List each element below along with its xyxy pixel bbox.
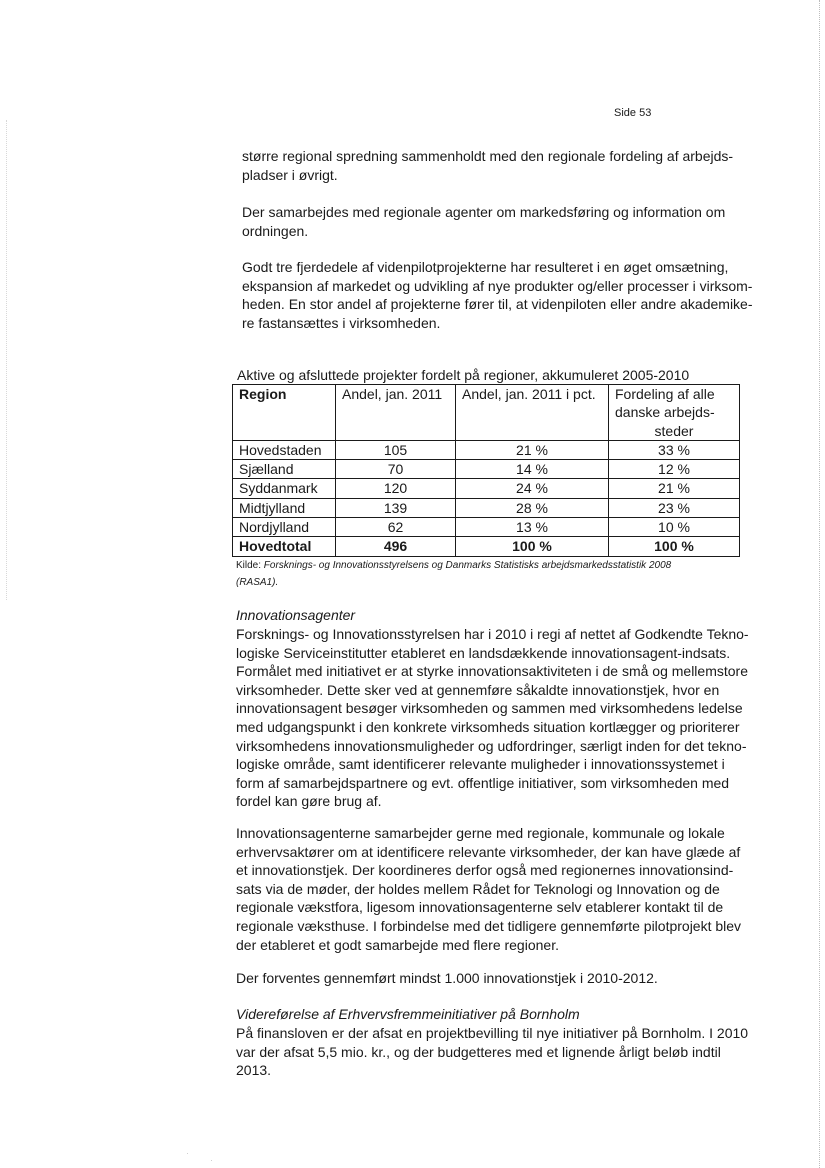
cell-distribution: 12 %: [609, 460, 740, 479]
cell-distribution: 33 %: [609, 440, 740, 459]
cell-share-pct: 100 %: [456, 537, 609, 556]
text-line: regionale vækstfora, ligesom innovationsagenterne selv etablerer kontakt til de: [236, 899, 724, 916]
source-text: Forsknings- og Innovationsstyrelsens og Danmarks Statistisks arbejdsmarkedsstatistik 2008: [263, 560, 672, 571]
innovation-paragraph-3: [236, 969, 658, 988]
text-line: med udgangspunkt i den konkrete virksomheds situation kortlægger og prioriterer: [236, 718, 740, 735]
innovation-paragraph-1: [236, 625, 749, 811]
table-row: [233, 440, 740, 459]
source-line: [236, 557, 671, 574]
cell-region: Syddanmark: [233, 479, 336, 498]
text-line: der etableret et godt samarbejde med flere regioner.: [236, 936, 559, 953]
cell-distribution: 21 %: [609, 479, 740, 498]
text-line: ekspansion af markedet og udvikling af nye produkter og/eller processer i virksom-: [242, 277, 753, 294]
text-line: virksomheder. Dette sker ved at gennemføre såkaldte innovationstjek, hvor en: [236, 681, 720, 698]
cell-region: Hovedtotal: [233, 537, 336, 556]
header-line: steder: [654, 422, 694, 439]
text-line: Innovationsagenterne samarbejder gerne med regionale, kommunale og lokale: [236, 825, 725, 841]
table-row: [233, 498, 740, 517]
text-line: På finansloven er der afsat en projektbevilling til nye initiativer på Bornholm. I 2010: [236, 1025, 749, 1041]
cell-share: 496: [336, 537, 456, 556]
cell-share-pct: 13 %: [456, 518, 609, 537]
cell-region: Hovedstaden: [233, 440, 336, 459]
cell-distribution: 10 %: [609, 518, 740, 537]
cell-distribution: 23 %: [609, 498, 740, 517]
source-line: (RASA1).: [236, 577, 279, 588]
section-heading-bornholm: Videreførelse af Erhvervsfremmeinitiativer på Bornholm: [236, 1006, 580, 1022]
text-line: erhvervsaktører om at identificere relevante virksomheder, der kan have glæde af: [236, 843, 741, 860]
text-line: 2013.: [236, 1062, 272, 1079]
header-share: Andel, jan. 2011: [336, 385, 456, 441]
table-row: [233, 518, 740, 537]
header-region: Region: [233, 385, 336, 441]
cell-share-pct: 28 %: [456, 498, 609, 517]
cell-share-pct: 21 %: [456, 440, 609, 459]
cell-share: 105: [336, 440, 456, 459]
table-caption: Aktive og afsluttede projekter fordelt på regioner, akkumuleret 2005-2010: [237, 367, 690, 383]
text-line: regionale væksthuse. I forbindelse med det tidligere gennemførte pilotprojekt blev: [236, 917, 742, 934]
table-header-row: [233, 385, 740, 441]
cell-region: Nordjylland: [233, 518, 336, 537]
text-line: pladser i øvrigt.: [242, 166, 338, 183]
table-source: [236, 557, 671, 591]
header-distribution: [609, 385, 740, 441]
scan-edge-left: [6, 120, 7, 600]
scan-speck: ·: [210, 1155, 213, 1165]
text-line: virksomhedens innovationsmuligheder og udfordringer, særligt inden for det tekno-: [236, 737, 747, 754]
intro-paragraph-3: [242, 258, 753, 332]
cell-region: Sjælland: [233, 460, 336, 479]
text-line: Forsknings- og Innovationsstyrelsen har i 2010 i regi af nettet af Godkendte Tekno-: [236, 626, 749, 642]
table-total-row: [233, 537, 740, 556]
text-line: Der forventes gennemført mindst 1.000 innovationstjek i 2010-2012.: [236, 970, 658, 986]
region-table: [232, 384, 740, 557]
source-label: Kilde:: [236, 560, 262, 571]
text-line: re fastansættes i virksomheden.: [242, 314, 441, 331]
text-line: form af samarbejdspartnere og evt. offentlige initiativer, som virksomheden med: [236, 774, 730, 791]
text-line: Formålet med initiativet er at styrke innovationsaktiviteten i de små og mellemstore: [236, 663, 748, 680]
cell-share-pct: 14 %: [456, 460, 609, 479]
scan-speck: ·: [186, 1148, 189, 1158]
scan-edge-right: [819, 0, 820, 1168]
cell-share: 120: [336, 479, 456, 498]
table-row: [233, 460, 740, 479]
intro-paragraph-1: [242, 147, 733, 184]
text-line: innovationsagent besøger virksomheden og sammen med virksomhedens ledelse: [236, 700, 743, 717]
text-line: fordel kan gøre brug af.: [236, 793, 382, 810]
header-share-pct: Andel, jan. 2011 i pct.: [456, 385, 609, 441]
header-line: Fordeling af alle: [615, 386, 715, 402]
cell-share: 70: [336, 460, 456, 479]
text-line: Der samarbejdes med regionale agenter om markedsføring og information om: [242, 204, 726, 220]
page-number: Side 53: [614, 107, 652, 119]
text-line: et innovationstjek. Der koordineres derfor også med regionernes innovationsind-: [236, 862, 734, 879]
cell-share: 139: [336, 498, 456, 517]
intro-paragraph-2: [242, 203, 725, 240]
text-line: var der afsat 5,5 mio. kr., og der budgetteres med et lignende årligt beløb indtil: [236, 1043, 721, 1060]
text-line: ordningen.: [242, 222, 309, 239]
section-heading-innovation: Innovationsagenter: [236, 607, 356, 623]
bornholm-paragraph-1: [236, 1024, 748, 1080]
text-line: Godt tre fjerdedele af videnpilotprojekterne har resulteret i en øget omsætning,: [242, 259, 729, 275]
cell-share: 62: [336, 518, 456, 537]
text-line: logiske Serviceinstitutter etableret en landsdækkende innovationsagent-indsats.: [236, 644, 731, 661]
table-row: [233, 479, 740, 498]
cell-region: Midtjylland: [233, 498, 336, 517]
text-line: logiske område, samt identificerer relevante muligheder i innovationssystemet i: [236, 756, 725, 773]
text-line: sats via de møder, der holdes mellem Rådet for Teknologi og Innovation og de: [236, 880, 720, 897]
text-line: større regional spredning sammenholdt med den regionale fordeling af arbejds-: [242, 148, 734, 164]
cell-distribution: 100 %: [609, 537, 740, 556]
header-line: danske arbejds-: [615, 404, 715, 421]
text-line: heden. En stor andel af projekterne fører til, at videnpiloten eller andre akademike-: [242, 296, 753, 313]
cell-share-pct: 24 %: [456, 479, 609, 498]
innovation-paragraph-2: [236, 824, 741, 954]
